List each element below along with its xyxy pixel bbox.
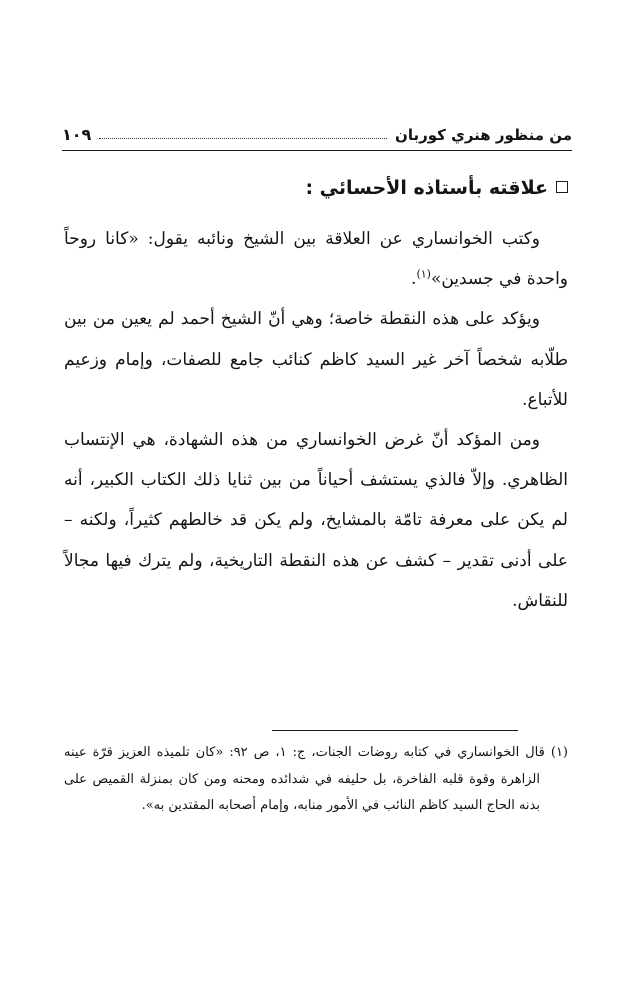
page-number: ١٠٩ — [62, 125, 92, 144]
running-header — [62, 114, 572, 144]
section-heading-text: علاقته بأستاذه الأحسائي : — [305, 177, 548, 199]
header-rule — [62, 150, 572, 151]
paragraph-text: وكتب الخوانساري عن العلاقة بين الشيخ ونائبه يقول: «كانا روحاً واحدة في جسدين» — [64, 229, 568, 290]
running-title: من منظور هنري كوربان — [395, 126, 572, 144]
footnote-rule — [272, 730, 518, 731]
paragraph: ويؤكد على هذه النقطة خاصة؛ وهي أنّ الشيخ أحمد لم يعين من بين طلّابه شخصاً آخر غير السيد كاظم كنائب جامع للصفات، وإمام وزعيم للأتباع. — [64, 309, 568, 410]
paragraph — [64, 219, 568, 299]
paragraph-tail: . — [411, 269, 417, 290]
footnote-reference[interactable]: (١) — [416, 267, 431, 281]
paragraph: ومن المؤكد أنّ غرض الخوانساري من هذه الشهادة، هي الإنتساب الظاهري. وإلاّ فالذي يستشف أحياناً من بين ثنايا ذلك الكتاب الكبير، أنه لم يكن على معرفة تامّة بالمشايخ، ولم يكن قد خالطهم كثيراً، ولكنه – على أدنى تقدير – كشف عن هذه النقطة التاريخية، ولم يترك فيها مجالاً للنقاش. — [64, 430, 568, 611]
body-text — [64, 219, 568, 621]
footnote: (١) قال الخوانساري في كتابه روضات الجنات، ج: ١، ص ٩٢: «كان تلميذه العزيز قرّة عينه الزاهرة وقوة قلبه الفاخرة، بل حليفه في شدائده ومحنه ومن كان بمنزلة القميص على بدنه الحاج السيد كاظم النائب في الأمور منابه، وإمام أصحابه المقتدين به». — [64, 745, 568, 813]
dot-leader — [99, 138, 387, 139]
section-heading — [68, 172, 568, 204]
footnotes — [64, 740, 568, 820]
square-bullet-icon — [556, 181, 568, 193]
